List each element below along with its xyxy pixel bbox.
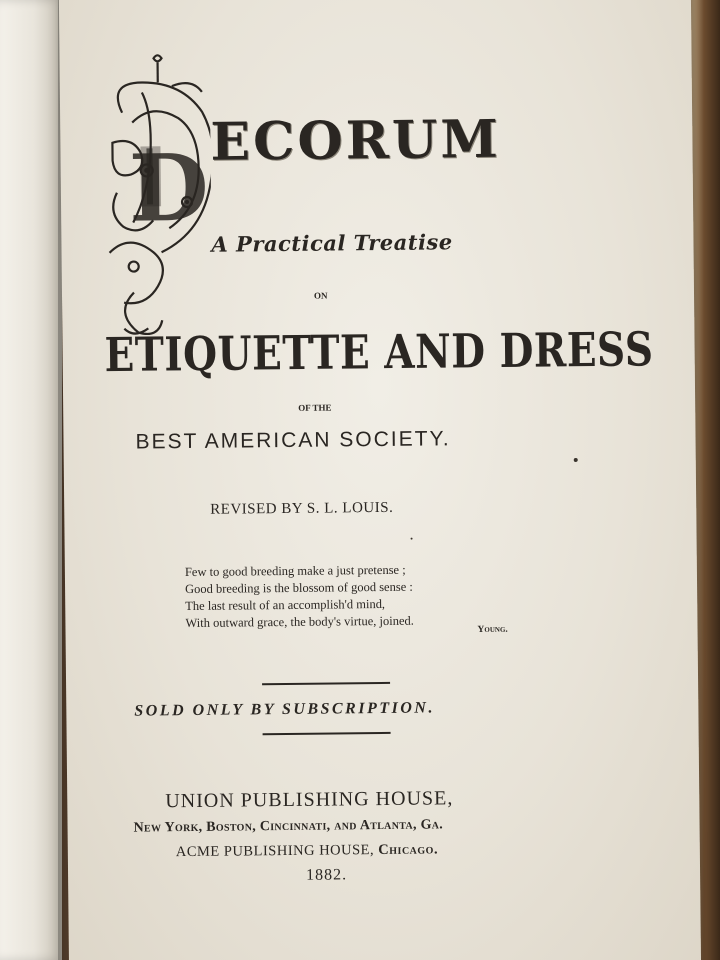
title-initial-letter: D [128, 133, 210, 243]
left-page-edge [0, 0, 62, 960]
poem-author: Young. [477, 624, 508, 635]
publisher-cities: New York, Boston, Cincinnati, and Atlanta, Ga. [133, 817, 444, 836]
bottom-divider-rule [263, 732, 391, 735]
top-divider-rule [262, 682, 390, 685]
ornamental-initial-d-icon [101, 52, 212, 343]
second-publisher [176, 841, 438, 861]
subscription-notice: SOLD ONLY BY SUBSCRIPTION. [134, 699, 436, 720]
connector-on: ON [313, 290, 328, 301]
publisher-name: UNION PUBLISHING HOUSE, [165, 787, 454, 813]
revised-by-line: REVISED BY S. L. LOUIS. [210, 499, 394, 518]
main-heading: ETIQUETTE AND DRESS [104, 322, 654, 384]
society-line: BEST AMERICAN SOCIETY. [135, 427, 451, 454]
second-publisher-city: Chicago. [378, 841, 439, 859]
poem-line: Good breeding is the blossom of good sense : [185, 579, 413, 597]
poem-line: Few to good breeding make a just pretense ; [184, 562, 406, 580]
book-title: ECORUM [210, 108, 502, 173]
second-publisher-name: ACME PUBLISHING HOUSE, [175, 842, 375, 861]
epigraph-poem [185, 562, 414, 632]
book-subtitle: A Practical Treatise [211, 229, 453, 257]
ink-speck [411, 538, 413, 540]
connector-of-the: OF THE [298, 402, 332, 413]
ink-speck [574, 458, 578, 462]
title-page [59, 0, 701, 960]
publication-year: 1882. [305, 866, 348, 884]
poem-line: The last result of an accomplish'd mind, [185, 596, 386, 614]
poem-line: With outward grace, the body's virtue, joined. [185, 613, 414, 631]
